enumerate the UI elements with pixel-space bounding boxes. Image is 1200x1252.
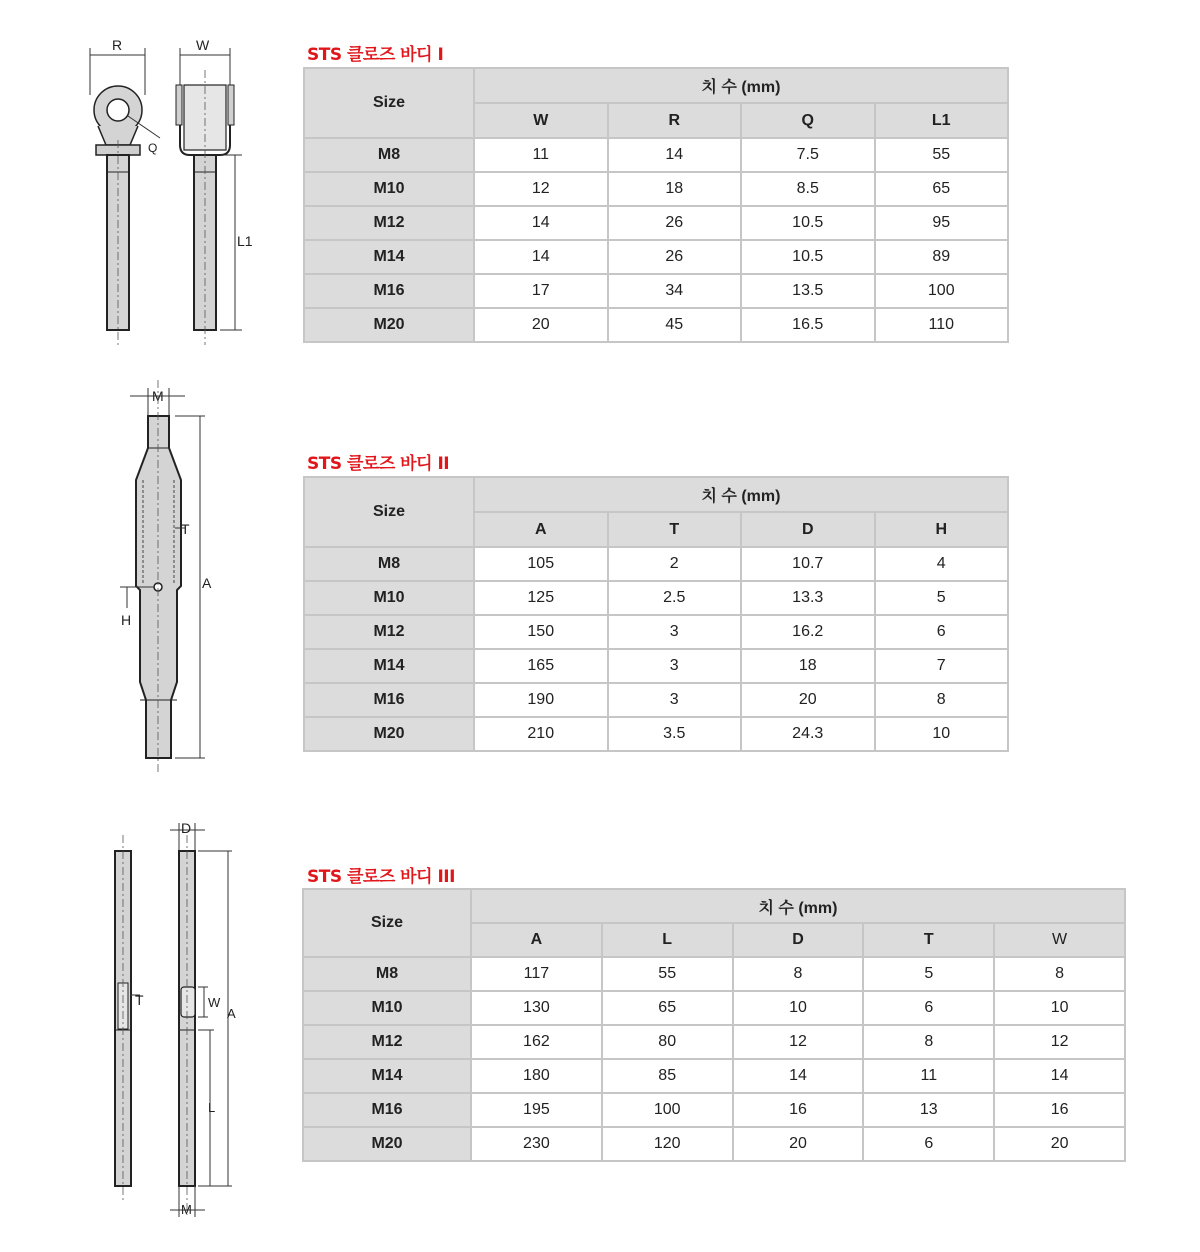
col-header: R <box>608 103 742 138</box>
value-cell: 2.5 <box>608 581 742 615</box>
value-cell: 8.5 <box>741 172 875 206</box>
value-cell: 89 <box>875 240 1009 274</box>
value-cell: 11 <box>474 138 608 172</box>
value-cell: 80 <box>602 1025 733 1059</box>
value-cell: 4 <box>875 547 1009 581</box>
value-cell: 230 <box>471 1127 602 1161</box>
value-cell: 210 <box>474 717 608 751</box>
value-cell: 180 <box>471 1059 602 1093</box>
size-header: Size <box>304 477 474 547</box>
drawing1-label-q: Q <box>148 141 158 155</box>
drawing3-label-m: M <box>181 1202 192 1217</box>
spec-table-2 <box>303 476 1009 752</box>
table-row <box>303 1127 1125 1161</box>
close-body-2-drawing <box>115 380 225 780</box>
value-cell: 10.5 <box>741 240 875 274</box>
value-cell: 14 <box>733 1059 864 1093</box>
col-header: W <box>474 103 608 138</box>
value-cell: 34 <box>608 274 742 308</box>
close-body-1-drawing <box>80 30 280 350</box>
value-cell: 20 <box>741 683 875 717</box>
value-cell: 16 <box>733 1093 864 1127</box>
value-cell: 125 <box>474 581 608 615</box>
value-cell: 11 <box>863 1059 994 1093</box>
value-cell: 100 <box>602 1093 733 1127</box>
value-cell: 165 <box>474 649 608 683</box>
value-cell: 16 <box>994 1093 1125 1127</box>
col-header: D <box>741 512 875 547</box>
value-cell: 14 <box>608 138 742 172</box>
value-cell: 3 <box>608 683 742 717</box>
drawing3-label-l: L <box>208 1100 216 1115</box>
size-cell: M20 <box>303 1127 471 1161</box>
table-row <box>303 1093 1125 1127</box>
drawing2-label-a: A <box>202 575 212 591</box>
col-header: W <box>994 923 1125 957</box>
close-body-3-drawing <box>100 815 250 1225</box>
value-cell: 65 <box>602 991 733 1025</box>
size-cell: M8 <box>304 138 474 172</box>
value-cell: 195 <box>471 1093 602 1127</box>
size-cell: M20 <box>304 717 474 751</box>
col-header: A <box>471 923 602 957</box>
value-cell: 26 <box>608 206 742 240</box>
table-row <box>303 957 1125 991</box>
value-cell: 55 <box>875 138 1009 172</box>
col-header: L <box>602 923 733 957</box>
col-header: H <box>875 512 1009 547</box>
dimension-header: 치 수 (mm) <box>474 477 1008 512</box>
value-cell: 3 <box>608 649 742 683</box>
size-cell: M8 <box>304 547 474 581</box>
size-cell: M10 <box>303 991 471 1025</box>
size-cell: M10 <box>304 172 474 206</box>
value-cell: 10.5 <box>741 206 875 240</box>
size-cell: M16 <box>304 683 474 717</box>
value-cell: 20 <box>474 308 608 342</box>
table-row <box>303 1025 1125 1059</box>
value-cell: 65 <box>875 172 1009 206</box>
table-row <box>304 274 1008 308</box>
table-row <box>304 172 1008 206</box>
value-cell: 3.5 <box>608 717 742 751</box>
value-cell: 10.7 <box>741 547 875 581</box>
size-cell: M14 <box>303 1059 471 1093</box>
col-header: A <box>474 512 608 547</box>
drawing3-label-t: T <box>135 992 144 1008</box>
size-cell: M14 <box>304 649 474 683</box>
value-cell: 10 <box>994 991 1125 1025</box>
table-row <box>304 240 1008 274</box>
value-cell: 10 <box>733 991 864 1025</box>
value-cell: 20 <box>994 1127 1125 1161</box>
table-row <box>303 991 1125 1025</box>
value-cell: 100 <box>875 274 1009 308</box>
value-cell: 5 <box>875 581 1009 615</box>
drawing1-label-r: R <box>112 37 123 53</box>
section-2-title: STS 클로즈 바디 II <box>307 454 450 474</box>
size-cell: M12 <box>304 615 474 649</box>
dimension-header: 치 수 (mm) <box>471 889 1125 923</box>
value-cell: 110 <box>875 308 1009 342</box>
dimension-header: 치 수 (mm) <box>474 68 1008 103</box>
value-cell: 162 <box>471 1025 602 1059</box>
value-cell: 130 <box>471 991 602 1025</box>
table-row <box>304 206 1008 240</box>
size-header: Size <box>304 68 474 138</box>
drawing2-label-h: H <box>121 612 132 628</box>
value-cell: 18 <box>741 649 875 683</box>
value-cell: 14 <box>474 206 608 240</box>
table-row <box>304 615 1008 649</box>
value-cell: 45 <box>608 308 742 342</box>
size-cell: M16 <box>304 274 474 308</box>
value-cell: 8 <box>994 957 1125 991</box>
drawing2-label-t: T <box>181 521 190 537</box>
value-cell: 95 <box>875 206 1009 240</box>
size-header: Size <box>303 889 471 957</box>
value-cell: 117 <box>471 957 602 991</box>
value-cell: 14 <box>994 1059 1125 1093</box>
col-header: D <box>733 923 864 957</box>
col-header: T <box>863 923 994 957</box>
value-cell: 2 <box>608 547 742 581</box>
value-cell: 6 <box>875 615 1009 649</box>
table-row <box>304 649 1008 683</box>
value-cell: 13.5 <box>741 274 875 308</box>
table-row <box>303 1059 1125 1093</box>
value-cell: 24.3 <box>741 717 875 751</box>
section-1-title: STS 클로즈 바디 I <box>307 45 444 65</box>
value-cell: 12 <box>474 172 608 206</box>
size-cell: M14 <box>304 240 474 274</box>
value-cell: 8 <box>863 1025 994 1059</box>
drawing3-label-w: W <box>208 995 221 1010</box>
value-cell: 10 <box>875 717 1009 751</box>
drawing2-label-m: M <box>152 388 164 404</box>
value-cell: 16.5 <box>741 308 875 342</box>
table-row <box>304 138 1008 172</box>
value-cell: 6 <box>863 1127 994 1161</box>
spec-table-3 <box>302 888 1126 1162</box>
value-cell: 12 <box>994 1025 1125 1059</box>
value-cell: 5 <box>863 957 994 991</box>
value-cell: 20 <box>733 1127 864 1161</box>
size-cell: M10 <box>304 581 474 615</box>
table-row <box>304 308 1008 342</box>
value-cell: 105 <box>474 547 608 581</box>
value-cell: 8 <box>875 683 1009 717</box>
value-cell: 150 <box>474 615 608 649</box>
value-cell: 13 <box>863 1093 994 1127</box>
value-cell: 7 <box>875 649 1009 683</box>
col-header: L1 <box>875 103 1009 138</box>
value-cell: 7.5 <box>741 138 875 172</box>
drawing1-label-w: W <box>196 37 210 53</box>
drawing1-label-l1: L1 <box>237 233 253 249</box>
value-cell: 190 <box>474 683 608 717</box>
spec-table-1 <box>303 67 1009 343</box>
value-cell: 17 <box>474 274 608 308</box>
value-cell: 12 <box>733 1025 864 1059</box>
value-cell: 18 <box>608 172 742 206</box>
table-row <box>304 683 1008 717</box>
col-header: Q <box>741 103 875 138</box>
value-cell: 55 <box>602 957 733 991</box>
value-cell: 13.3 <box>741 581 875 615</box>
size-cell: M8 <box>303 957 471 991</box>
size-cell: M12 <box>303 1025 471 1059</box>
value-cell: 26 <box>608 240 742 274</box>
value-cell: 16.2 <box>741 615 875 649</box>
value-cell: 85 <box>602 1059 733 1093</box>
table-row <box>304 581 1008 615</box>
size-cell: M12 <box>304 206 474 240</box>
value-cell: 120 <box>602 1127 733 1161</box>
table-row <box>304 717 1008 751</box>
value-cell: 6 <box>863 991 994 1025</box>
value-cell: 14 <box>474 240 608 274</box>
drawing3-label-d: D <box>181 820 192 836</box>
section-3-title: STS 클로즈 바디 III <box>307 867 455 887</box>
value-cell: 8 <box>733 957 864 991</box>
col-header: T <box>608 512 742 547</box>
size-cell: M20 <box>304 308 474 342</box>
value-cell: 3 <box>608 615 742 649</box>
table-row <box>304 547 1008 581</box>
size-cell: M16 <box>303 1093 471 1127</box>
drawing3-label-a: A <box>227 1006 236 1021</box>
